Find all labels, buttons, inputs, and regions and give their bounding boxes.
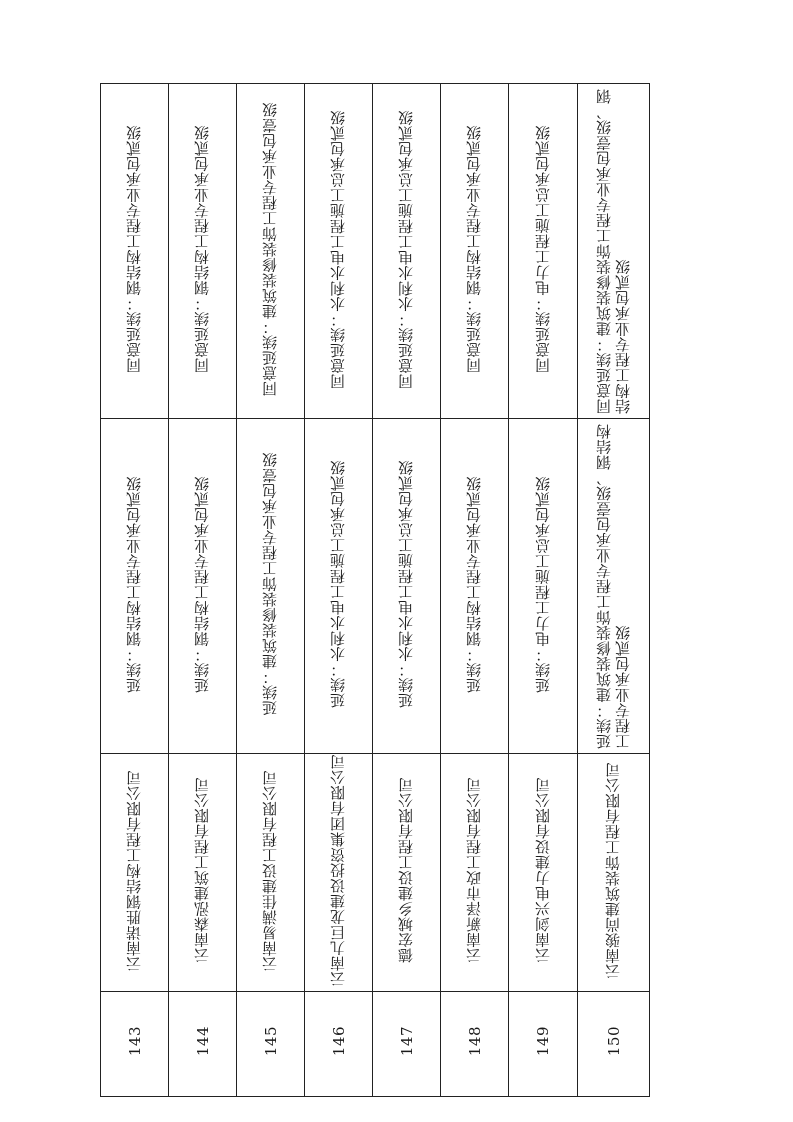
number-cell	[237, 991, 305, 1096]
number-cell	[509, 991, 578, 1096]
row-number: 145	[261, 1026, 280, 1057]
applied-cell	[441, 419, 509, 754]
row-number: 143	[125, 1026, 144, 1057]
company-name: 云南剑兴电力建设有限公司	[533, 777, 552, 964]
result-band	[101, 84, 650, 419]
result-text: 同意延续：电力工程施工总承包贰级	[533, 125, 552, 373]
company-name: 云南骏尚建筑装饰工程有限公司	[604, 761, 622, 979]
result-text: 同意延续：建筑装修装饰工程专业承包壹级	[261, 101, 279, 397]
company-cell	[373, 754, 441, 992]
row-number: 150	[604, 1026, 623, 1057]
row-number: 146	[329, 1026, 348, 1057]
company-cell	[441, 754, 509, 992]
result-cell	[305, 84, 373, 419]
result-text: 同意延续：水利水电工程施工总承包贰级	[329, 109, 347, 389]
company-cell	[509, 754, 578, 992]
company-name: 云南新泽市政工程有限公司	[465, 777, 483, 964]
applied-text: 延续：钢结构工程专业承包贰级	[125, 475, 143, 693]
number-cell	[578, 991, 650, 1096]
qualification-table-wrapper	[100, 83, 649, 1057]
applied-text: 延续：水利水电工程施工总承包贰级	[397, 460, 415, 708]
result-text: 同意延续：钢结构工程专业承包贰级	[125, 125, 143, 373]
result-cell	[237, 84, 305, 419]
applied-cell	[237, 419, 305, 754]
applied-text: 延续：建筑装修装饰工程专业承包壹级、钢结构工程专业承包贰级	[594, 423, 632, 749]
number-cell	[169, 991, 237, 1096]
applied-text: 延续：建筑装修装饰工程专业承包壹级	[261, 452, 279, 716]
company-name: 德宏城乡建设工程有限公司	[397, 777, 415, 964]
applied-cell	[509, 419, 578, 754]
applied-text: 延续：钢结构工程专业承包贰级	[193, 475, 211, 693]
number-cell	[441, 991, 509, 1096]
result-text: 同意延续：建筑装修装饰工程专业承包壹级、钢结构工程专业承包贰级	[594, 88, 632, 414]
applied-text: 延续：电力工程施工总承包贰级	[533, 475, 552, 693]
result-text: 同意延续：钢结构工程专业承包贰级	[193, 125, 211, 373]
applied-text: 延续：钢结构工程专业承包贰级	[465, 475, 483, 693]
company-cell	[237, 754, 305, 992]
company-name: 云南诺胜钢结构工程有限公司	[125, 769, 143, 971]
result-text: 同意延续：水利水电工程施工总承包贰级	[397, 109, 415, 389]
company-cell	[169, 754, 237, 992]
company-cell	[578, 754, 650, 992]
number-band	[101, 991, 650, 1096]
result-cell	[373, 84, 441, 419]
number-cell	[305, 991, 373, 1096]
result-cell	[101, 84, 169, 419]
applied-band	[101, 419, 650, 754]
company-band	[101, 754, 650, 992]
qualification-table	[100, 83, 650, 1097]
row-number: 147	[397, 1026, 416, 1057]
result-cell	[578, 84, 650, 419]
applied-cell	[169, 419, 237, 754]
company-name: 云南九巨龙建设投资集团有限公司	[329, 754, 347, 987]
result-cell	[509, 84, 578, 419]
number-cell	[101, 991, 169, 1096]
applied-cell	[373, 419, 441, 754]
row-number: 148	[465, 1026, 484, 1057]
applied-cell	[578, 419, 650, 754]
company-name: 云南森泓建筑工程有限公司	[193, 777, 211, 964]
number-cell	[373, 991, 441, 1096]
result-cell	[169, 84, 237, 419]
company-cell	[101, 754, 169, 992]
applied-text: 延续：水利水电工程施工总承包贰级	[329, 460, 347, 708]
applied-cell	[305, 419, 373, 754]
result-cell	[441, 84, 509, 419]
row-number: 144	[193, 1026, 212, 1057]
applied-cell	[101, 419, 169, 754]
row-number: 149	[534, 1026, 552, 1057]
company-cell	[305, 754, 373, 992]
company-name: 云南易满佳建设工程有限公司	[261, 769, 279, 971]
result-text: 同意延续：钢结构工程专业承包贰级	[465, 125, 483, 373]
